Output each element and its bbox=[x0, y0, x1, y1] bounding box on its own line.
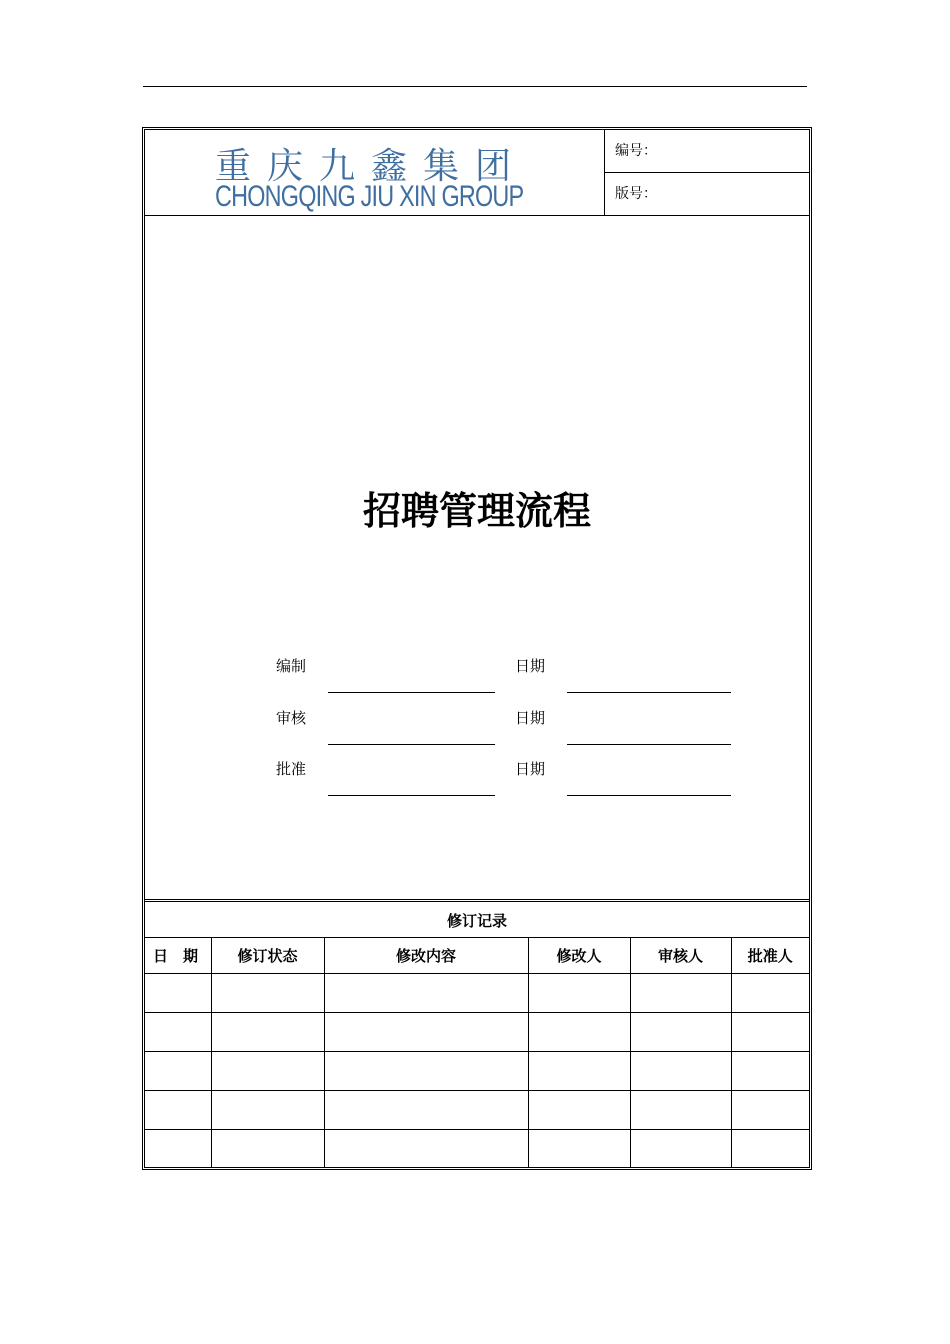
table-cell bbox=[731, 974, 809, 1013]
table-cell bbox=[145, 1013, 211, 1052]
reviewed-signature-line bbox=[328, 744, 495, 745]
approved-date-label: 日期 bbox=[515, 760, 546, 778]
cover-header bbox=[145, 130, 809, 216]
doc-number-label: 编号： bbox=[615, 143, 657, 159]
company-logo-english: CHONGQING JIU XIN GROUP bbox=[215, 180, 524, 213]
approved-date-line bbox=[567, 795, 731, 796]
doc-number-row bbox=[605, 130, 810, 173]
table-cell bbox=[528, 974, 630, 1013]
table-cell bbox=[211, 1091, 324, 1130]
prepared-signature-line bbox=[328, 692, 495, 693]
table-cell bbox=[630, 974, 731, 1013]
reviewed-date-label: 日期 bbox=[515, 709, 546, 727]
table-cell bbox=[211, 1052, 324, 1091]
revision-table-title: 修订记录 bbox=[145, 903, 809, 938]
table-cell bbox=[731, 1091, 809, 1130]
revision-table bbox=[145, 903, 809, 1168]
table-row bbox=[145, 1091, 809, 1130]
table-cell bbox=[630, 1091, 731, 1130]
table-cell bbox=[324, 1052, 528, 1091]
table-cell bbox=[731, 1013, 809, 1052]
revision-section-rule bbox=[145, 899, 809, 902]
col-modified-by: 修改人 bbox=[528, 938, 630, 974]
table-cell bbox=[528, 1091, 630, 1130]
prepared-date-label: 日期 bbox=[515, 657, 546, 675]
table-cell bbox=[211, 1013, 324, 1052]
approved-label: 批准 bbox=[276, 760, 307, 778]
col-approved-by: 批准人 bbox=[731, 938, 809, 974]
doc-meta-box bbox=[604, 130, 810, 215]
table-row bbox=[145, 1130, 809, 1169]
table-cell bbox=[731, 1130, 809, 1169]
table-cell bbox=[211, 1130, 324, 1169]
prepared-date-line bbox=[567, 692, 731, 693]
table-cell bbox=[145, 974, 211, 1013]
doc-version-label: 版号： bbox=[615, 186, 657, 202]
document-title: 招聘管理流程 bbox=[362, 488, 591, 533]
page-header-rule bbox=[143, 86, 807, 87]
table-cell bbox=[145, 1130, 211, 1169]
reviewed-date-line bbox=[567, 744, 731, 745]
approved-signature-line bbox=[328, 795, 495, 796]
col-change-content: 修改内容 bbox=[324, 938, 528, 974]
revision-header-row bbox=[145, 938, 809, 974]
table-cell bbox=[324, 974, 528, 1013]
table-cell bbox=[630, 1130, 731, 1169]
table-cell bbox=[630, 1052, 731, 1091]
table-cell bbox=[324, 1091, 528, 1130]
doc-version-row bbox=[605, 173, 810, 215]
table-cell bbox=[145, 1052, 211, 1091]
prepared-label: 编制 bbox=[276, 657, 307, 675]
table-cell bbox=[528, 1130, 630, 1169]
col-reviewed-by: 审核人 bbox=[630, 938, 731, 974]
table-cell bbox=[528, 1052, 630, 1091]
reviewed-label: 审核 bbox=[276, 709, 307, 727]
company-logo-chinese: 重庆九鑫集团 bbox=[215, 146, 528, 187]
table-row bbox=[145, 974, 809, 1013]
table-cell bbox=[528, 1013, 630, 1052]
table-cell bbox=[630, 1013, 731, 1052]
col-revision-status: 修订状态 bbox=[211, 938, 324, 974]
table-cell bbox=[211, 974, 324, 1013]
table-cell bbox=[324, 1130, 528, 1169]
table-cell bbox=[324, 1013, 528, 1052]
col-date: 日 期 bbox=[145, 938, 211, 974]
cover-frame bbox=[142, 127, 812, 1170]
table-cell bbox=[731, 1052, 809, 1091]
table-row bbox=[145, 1013, 809, 1052]
table-row bbox=[145, 1052, 809, 1091]
table-cell bbox=[145, 1091, 211, 1130]
